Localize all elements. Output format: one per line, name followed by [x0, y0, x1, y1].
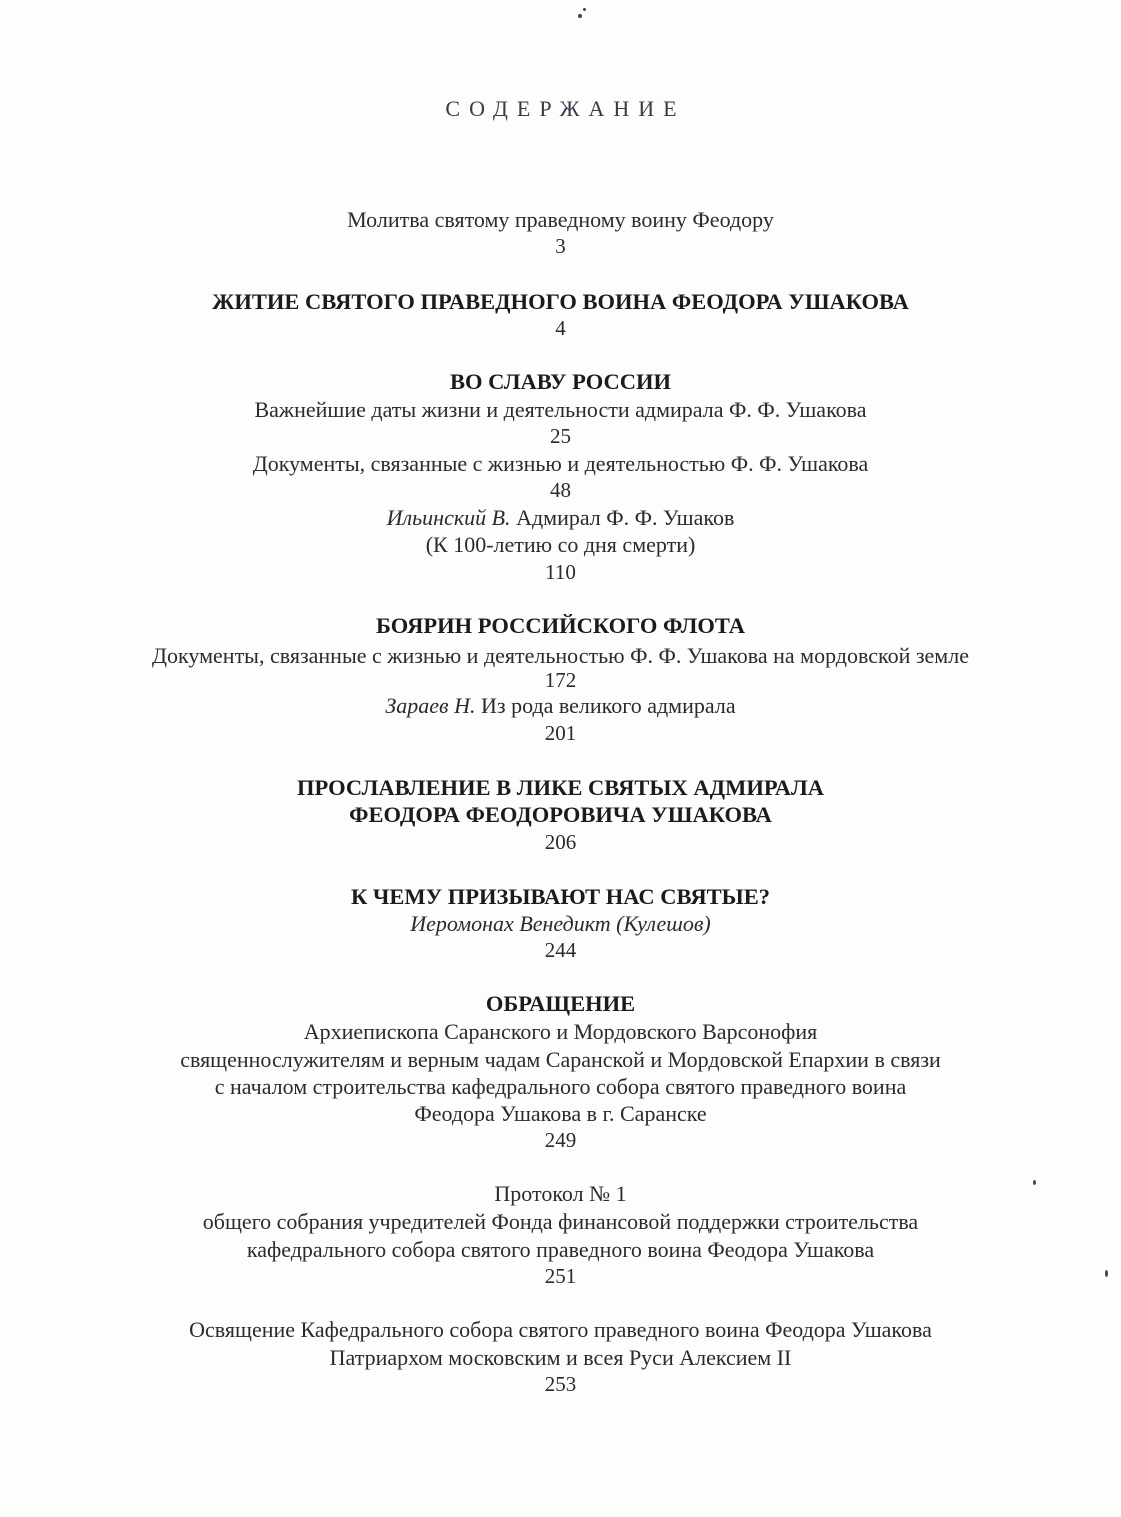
toc-page-number: 25: [550, 424, 571, 448]
toc-page-number: 206: [544, 830, 577, 854]
toc-page-number: 201: [544, 721, 577, 745]
toc-page-number: 48: [550, 478, 571, 502]
toc-entry-title: Молитва святому праведному воину Феодору: [347, 207, 774, 232]
toc-entry-title: Документы, связанные с жизнью и деятельностью Ф. Ф. Ушакова на мордовской земле: [152, 643, 969, 668]
toc-entry-subtitle: (К 100-летию со дня смерти): [425, 532, 696, 557]
toc-entry-title: Документы, связанные с жизнью и деятельностью Ф. Ф. Ушакова: [252, 451, 869, 476]
toc-entry-title: [0, 505, 1121, 531]
toc-entry-author: Иеромонах Венедикт (Кулешов): [410, 911, 711, 936]
toc-entry-text: общего собрания учредителей Фонда финансовой поддержки строительства: [202, 1209, 919, 1234]
toc-page-number: 253: [544, 1372, 577, 1396]
toc-entry-text: кафедрального собора святого праведного воина Феодора Ушакова: [246, 1237, 875, 1262]
page-title: СОДЕРЖАНИЕ: [445, 96, 686, 121]
toc-section-heading: ЖИТИЕ СВЯТОГО ПРАВЕДНОГО ВОИНА ФЕОДОРА УШАКОВА: [212, 289, 909, 314]
toc-entry-text: Патриархом московским и всея Руси Алексием II: [329, 1345, 792, 1370]
toc-section-heading: БОЯРИН РОССИЙСКОГО ФЛОТА: [375, 613, 746, 638]
toc-entry-text: священнослужителям и верным чадам Саранской и Мордовской Епархии в связи: [180, 1047, 941, 1072]
print-speck: [583, 8, 586, 11]
toc-page-number: 251: [544, 1264, 577, 1288]
toc-entry-text: Архиепископа Саранского и Мордовского Варсонофия: [303, 1019, 818, 1044]
toc-page-number: 249: [544, 1128, 577, 1152]
toc-page-number: 244: [544, 938, 577, 962]
toc-entry-text: Освящение Кафедрального собора святого праведного воина Феодора Ушакова: [189, 1317, 932, 1342]
toc-entry-text: Адмирал Ф. Ф. Ушаков: [510, 505, 735, 530]
toc-entry-title: Важнейшие даты жизни и деятельности адмирала Ф. Ф. Ушакова: [254, 397, 867, 422]
toc-entry-text: Протокол № 1: [494, 1181, 627, 1206]
toc-section-heading: ПРОСЛАВЛЕНИЕ В ЛИКЕ СВЯТЫХ АДМИРАЛА: [297, 775, 824, 800]
toc-entry-author: Ильинский В.: [386, 505, 511, 530]
print-speck: [578, 14, 582, 18]
toc-section-heading: ФЕОДОРА ФЕОДОРОВИЧА УШАКОВА: [349, 802, 772, 827]
toc-section-heading: ОБРАЩЕНИЕ: [485, 991, 636, 1016]
toc-entry-text: Из рода великого адмирала: [475, 693, 736, 718]
toc-entry-text: с началом строительства кафедрального собора святого праведного воина: [214, 1074, 907, 1099]
toc-section-heading: ВО СЛАВУ РОССИИ: [449, 369, 672, 394]
toc-page-number: 172: [544, 668, 577, 692]
toc-page-number: 3: [555, 234, 566, 258]
toc-section-heading: К ЧЕМУ ПРИЗЫВАЮТ НАС СВЯТЫЕ?: [350, 884, 771, 909]
toc-entry-title: [0, 693, 1121, 719]
toc-page-number: 110: [545, 560, 576, 584]
toc-entry-author: Зараев Н.: [385, 693, 476, 718]
toc-page-number: 4: [555, 316, 566, 340]
toc-entry-text: Феодора Ушакова в г. Саранске: [414, 1101, 707, 1126]
